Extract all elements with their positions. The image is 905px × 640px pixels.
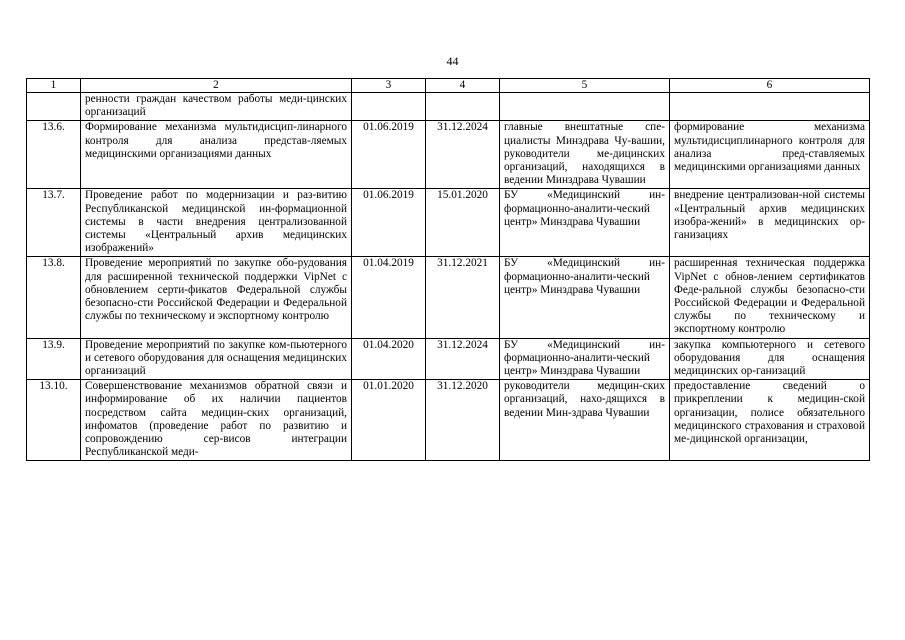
row-number: 13.10. xyxy=(27,380,81,461)
page-number: 44 xyxy=(446,54,459,68)
result-cell: предоставление сведений о прикреплении к медицин-ской организации, полисе обязательного медицинского страхования и страховой ме-дицинской организации, xyxy=(670,380,870,461)
result-cell: формирование механизма мультидисциплинарного контроля для анализа пред-ставляемых медицинскими организациями данных xyxy=(670,121,870,189)
column-header: 3 xyxy=(352,79,426,93)
result-cell: закупка компьютерного и сетевого оборудования для оснащения медицинских ор-ганизаций xyxy=(670,338,870,380)
measure-cell: Формирование механизма мультидисцип-линарного контроля для анализа представ-ляемых медицинскими организациями данных xyxy=(81,121,352,189)
column-header: 6 xyxy=(670,79,870,93)
start-date-cell: 01.04.2019 xyxy=(352,257,426,338)
table-row xyxy=(27,338,870,380)
table-row xyxy=(27,93,870,121)
column-header: 1 xyxy=(27,79,81,93)
end-date-cell: 31.12.2024 xyxy=(426,338,500,380)
measure-cell: Совершенствование механизмов обратной связи и информирование об их наличии пациентов посредством сайта медицин-ских организаций, инфоматов (проведение работ по развитию и сопровождению сер-висов интеграции Республиканской меди- xyxy=(81,380,352,461)
column-header: 4 xyxy=(426,79,500,93)
row-number xyxy=(27,93,81,121)
table-row xyxy=(27,121,870,189)
header-row xyxy=(27,79,870,93)
end-date-cell xyxy=(426,93,500,121)
end-date-cell: 15.01.2020 xyxy=(426,189,500,257)
result-cell xyxy=(670,93,870,121)
table-row xyxy=(27,257,870,338)
row-number: 13.9. xyxy=(27,338,81,380)
responsible-cell: БУ «Медицинский ин-формационно-аналити-ческий центр» Минздрава Чувашии xyxy=(500,257,670,338)
end-date-cell: 31.12.2024 xyxy=(426,121,500,189)
end-date-cell: 31.12.2021 xyxy=(426,257,500,338)
responsible-cell: главные внештатные спе-циалисты Минздрава Чу-вашии, руководители ме-дицинских организаций, находящихся в ведении Минздрава Чувашии xyxy=(500,121,670,189)
start-date-cell: 01.04.2020 xyxy=(352,338,426,380)
measures-table xyxy=(26,78,870,461)
responsible-cell: руководители медицин-ских организаций, нахо-дящихся в ведении Мин-здрава Чувашии xyxy=(500,380,670,461)
row-number: 13.6. xyxy=(27,121,81,189)
start-date-cell: 01.01.2020 xyxy=(352,380,426,461)
row-number: 13.8. xyxy=(27,257,81,338)
measure-cell: Проведение работ по модернизации и раз-витию Республиканской медицинской ин-формационной системы в части внедрения централизованной системы «Центральный архив медицинских изображений» xyxy=(81,189,352,257)
start-date-cell: 01.06.2019 xyxy=(352,121,426,189)
result-cell: внедрение централизован-ной системы «Центральный архив медицинских изобра-жений» в медицинских ор-ганизациях xyxy=(670,189,870,257)
column-header: 2 xyxy=(81,79,352,93)
responsible-cell: БУ «Медицинский ин-формационно-аналити-ческий центр» Минздрава Чувашии xyxy=(500,338,670,380)
result-cell: расширенная техническая поддержка VipNet с обнов-лением сертификатов Феде-ральной службы безопасно-сти Российской Федерации и Федеральной службы по техническому и экспортному контролю xyxy=(670,257,870,338)
measure-cell: Проведение мероприятий по закупке ком-пьютерного и сетевого оборудования для оснащения медицинских организаций xyxy=(81,338,352,380)
row-number: 13.7. xyxy=(27,189,81,257)
table-row xyxy=(27,189,870,257)
start-date-cell xyxy=(352,93,426,121)
column-header: 5 xyxy=(500,79,670,93)
end-date-cell: 31.12.2020 xyxy=(426,380,500,461)
start-date-cell: 01.06.2019 xyxy=(352,189,426,257)
measure-cell: Проведение мероприятий по закупке обо-рудования для расширенной технической поддержки VipNet с обновлением серти-фикатов Федеральной службы безопасно-сти Российской Федерации и Федеральной службы по техническому и экспортному контролю xyxy=(81,257,352,338)
responsible-cell xyxy=(500,93,670,121)
responsible-cell: БУ «Медицинский ин-формационно-аналити-ческий центр» Минздрава Чувашии xyxy=(500,189,670,257)
measure-cell: ренности граждан качеством работы меди-цинских организаций xyxy=(81,93,352,121)
table-row xyxy=(27,380,870,461)
